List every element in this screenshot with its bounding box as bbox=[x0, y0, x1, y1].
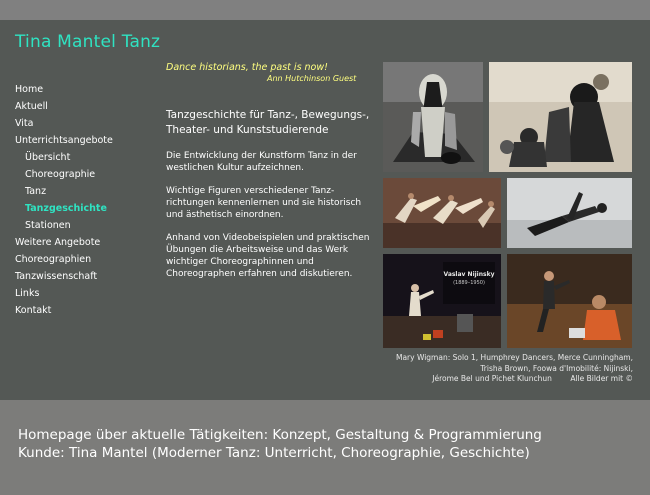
project-description bbox=[0, 400, 650, 495]
slide-title: Vaslav Nijinsky bbox=[443, 271, 495, 278]
photo-trisha-brown bbox=[507, 178, 632, 248]
photo-bel-klunchun bbox=[507, 254, 632, 348]
nav-item-vita[interactable]: Vita bbox=[15, 118, 34, 129]
nav-subitem-stationen[interactable]: Stationen bbox=[25, 220, 71, 231]
nav-item-weitere-angebote[interactable]: Weitere Angebote bbox=[15, 237, 101, 248]
top-band bbox=[0, 0, 650, 20]
caption-line: Jérome Bel und Pichet Klunchun bbox=[432, 374, 552, 383]
caption-credit: Alle Bilder mit © bbox=[570, 374, 633, 383]
quote-author: Ann Hutchinson Guest bbox=[267, 74, 357, 83]
caption-line: Mary Wigman: Solo 1, Humphrey Dancers, Merce Cunningham, bbox=[395, 353, 633, 362]
photo-caption bbox=[333, 353, 633, 385]
caption-line: Trisha Brown, Foowa d'Imobilité: Nijinski, bbox=[480, 363, 633, 373]
photo-mary-wigman bbox=[383, 62, 483, 172]
footer-line-client: Kunde: Tina Mantel (Moderner Tanz: Unterricht, Choreographie, Geschichte) bbox=[18, 445, 530, 461]
nav-item-tanzwissenschaft[interactable]: Tanzwissenschaft bbox=[15, 271, 98, 282]
site-title[interactable]: Tina Mantel Tanz bbox=[15, 32, 161, 52]
nav-item-home[interactable]: Home bbox=[15, 84, 44, 95]
photo-merce-cunningham bbox=[383, 178, 501, 248]
content-paragraph: Wichtige Figuren verschiedener Tanz-richtungen kennenlernen und sie historisch und ästhetisch einordnen. bbox=[166, 186, 362, 220]
nav-item-unterrichtsangebote[interactable]: Unterrichtsangebote bbox=[15, 135, 113, 146]
content-paragraph: Die Entwicklung der Kunstform Tanz in der westlichen Kultur aufzeichnen. bbox=[166, 151, 357, 173]
nav-item-choreographien[interactable]: Choreographien bbox=[15, 254, 92, 265]
nav-subitem-tanzgeschichte[interactable]: Tanzgeschichte bbox=[25, 203, 107, 214]
nav-subitem-choreographie[interactable]: Choreographie bbox=[25, 169, 96, 180]
caption-line-with-credit bbox=[333, 374, 633, 385]
photo-humphrey-dancers bbox=[489, 62, 632, 172]
nav-subitem-tanz[interactable]: Tanz bbox=[25, 186, 47, 197]
photo-nijinski-stage bbox=[383, 254, 501, 348]
website-preview bbox=[0, 20, 650, 400]
content-heading: Tanzgeschichte für Tanz-, Bewegungs-, Theater- und Kunststudierende bbox=[166, 109, 370, 136]
slide-subtitle: (1889–1950) bbox=[453, 280, 485, 286]
quote-text: Dance historians, the past is now! bbox=[166, 62, 328, 73]
nav-subitem-uebersicht[interactable]: Übersicht bbox=[25, 152, 71, 163]
footer-line-scope: Homepage über aktuelle Tätigkeiten: Konzept, Gestaltung & Programmierung bbox=[18, 427, 542, 443]
nav-item-aktuell[interactable]: Aktuell bbox=[15, 101, 48, 112]
main-content bbox=[166, 108, 371, 291]
nav-item-kontakt[interactable]: Kontakt bbox=[15, 305, 52, 316]
content-paragraph: Anhand von Videobeispielen und praktischen Übungen die Arbeitsweise und das Werk wichtiger Choreographinnen und Choreographen erfahren und diskutieren. bbox=[166, 233, 370, 279]
nav-item-links[interactable]: Links bbox=[15, 288, 40, 299]
